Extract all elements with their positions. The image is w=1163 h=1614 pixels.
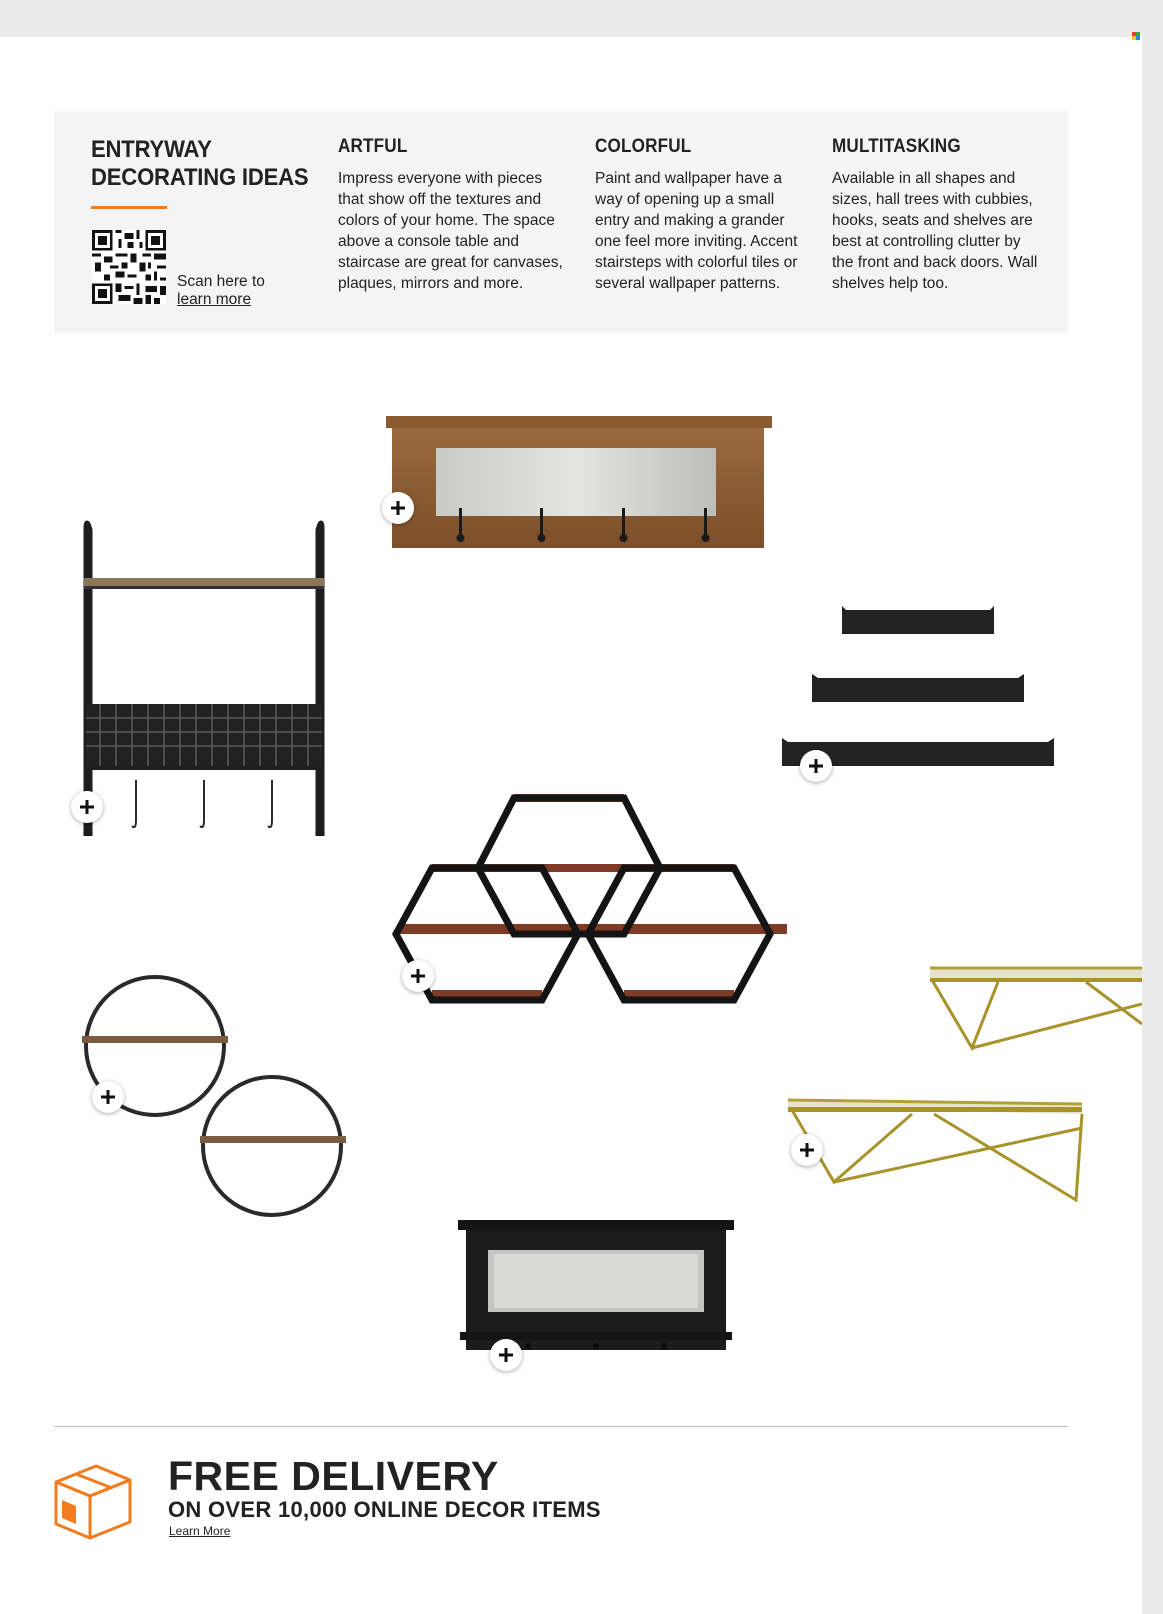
scan-text: Scan here to	[177, 273, 265, 290]
metal-wall-shelf-with-basket-image[interactable]	[76, 520, 332, 840]
learn-more-footer-link[interactable]: Learn More	[169, 1524, 231, 1538]
plus-icon	[410, 968, 426, 984]
plus-icon	[100, 1089, 116, 1105]
artful-column	[338, 136, 568, 294]
multitasking-column	[832, 136, 1042, 294]
column-heading: COLORFUL	[595, 136, 692, 157]
column-body: Paint and wallpaper have a way of opening up a small entry and making a grander one feel more inviting. Accent stairsteps with colorful tiles or several wallpaper patterns.	[595, 170, 798, 292]
hexagon-wall-shelf-image[interactable]	[392, 794, 790, 1010]
colorful-column	[595, 136, 807, 294]
add-round-metal-shelves-button[interactable]	[92, 1081, 124, 1113]
column-heading: MULTITASKING	[832, 136, 961, 157]
plus-icon	[390, 500, 406, 516]
plus-icon	[808, 758, 824, 774]
page-edge	[1142, 0, 1163, 1614]
page-title	[91, 136, 308, 192]
add-gold-glass-shelves-button[interactable]	[791, 1134, 823, 1166]
free-delivery-subtitle: ON OVER 10,000 ONLINE DECOR ITEMS	[168, 1497, 601, 1522]
plus-icon	[498, 1347, 514, 1363]
delivery-box-icon	[52, 1462, 132, 1540]
black-mirror-coat-rack-image[interactable]	[458, 1220, 734, 1360]
add-hexagon-wall-shelf-button[interactable]	[402, 960, 434, 992]
qr-code-icon[interactable]	[92, 230, 166, 304]
footer-divider	[54, 1426, 1068, 1427]
brand-dots-icon	[1132, 32, 1140, 40]
add-wood-mirror-coat-rack-button[interactable]	[382, 492, 414, 524]
column-body: Available in all shapes and sizes, hall trees with cubbies, hooks, seats and shelves are best at controlling clutter by the front and back doors. Wall shelves help too.	[832, 170, 1038, 292]
title-line-2: DECORATING IDEAS	[91, 164, 309, 191]
title-line-1: ENTRYWAY	[91, 136, 212, 163]
add-black-mirror-coat-rack-button[interactable]	[490, 1339, 522, 1371]
black-floating-shelves-set-image[interactable]	[780, 604, 1054, 770]
add-metal-wall-shelf-button[interactable]	[71, 791, 103, 823]
free-delivery-title: FREE DELIVERY	[168, 1453, 499, 1499]
plus-icon	[799, 1142, 815, 1158]
gold-glass-wall-shelves-image[interactable]	[786, 964, 1142, 1204]
scan-caption	[177, 273, 265, 309]
add-black-floating-shelves-button[interactable]	[800, 750, 832, 782]
column-heading: ARTFUL	[338, 136, 408, 157]
plus-icon	[79, 799, 95, 815]
learn-more-link[interactable]: learn more	[177, 291, 252, 308]
wood-mirror-coat-rack-image[interactable]	[386, 414, 774, 554]
column-body: Impress everyone with pieces that show off the textures and colors of your home. The space above a console table and staircase are great for canvases, plaques, mirrors and more.	[338, 170, 563, 292]
accent-rule	[91, 206, 167, 209]
